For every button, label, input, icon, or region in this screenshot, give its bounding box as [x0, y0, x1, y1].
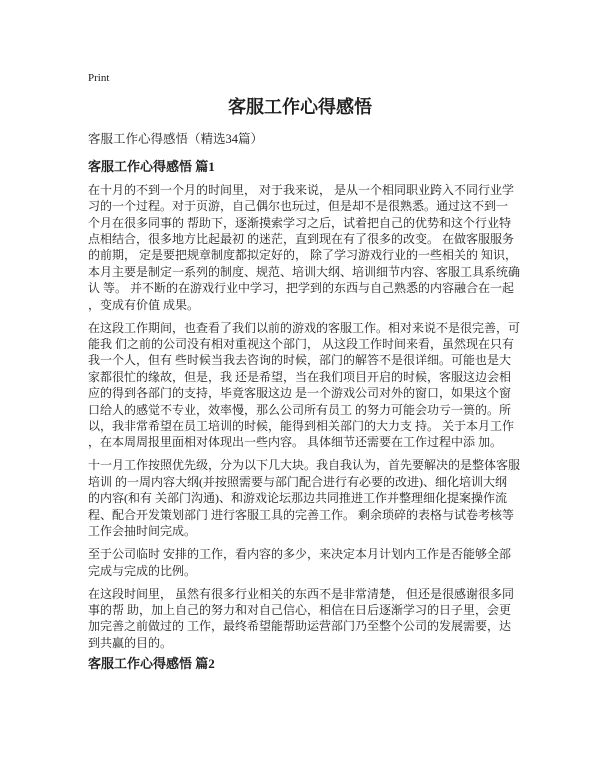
document-subtitle: 客服工作心得感悟（精选34篇）: [88, 132, 264, 146]
paragraph-line: 事的帮 助，加上自己的努力和对自己信心，相信在日后逐渐学习的日子里，会更: [88, 602, 512, 617]
paragraph-line: 本月主要是制定一系列的制度、规范、培训大纲、培训细节内容、客服工具系统确: [88, 264, 521, 279]
paragraph-line: 的前期， 定是要把规章制度都拟定好的， 除了学习游戏行业的一些相关的 知识，: [88, 248, 518, 263]
paragraph-line: 十一月工作按照优先级，分为以下几大块。我自我认为，首先要解决的是整体客服: [88, 458, 521, 473]
paragraph-line: 到共赢的目的。: [88, 635, 173, 650]
paragraph-line: 家都很忙的缘故，但是，我 还是希望，当在我们项目开启的时候，客服这边会相: [88, 369, 512, 384]
article-body: [88, 182, 568, 672]
paragraph: [88, 546, 568, 579]
paragraph: [88, 586, 568, 652]
paragraph-line: 能我 们之前的公司没有相对重视这个部门， 从这段工作时间来看，虽然现在只有: [88, 337, 515, 352]
paragraph-line: 以，我非常希望在员工培训的时候，能得到相关部门的大力支 持。 关于本月工作: [88, 419, 515, 434]
paragraph: [88, 320, 568, 451]
paragraph-line: 个月在很多同事的 帮助下，逐渐摸索学习之后，试着把自己的优势和这个行业特: [88, 215, 512, 230]
paragraph-line: 认 等。 并不断的在游戏行业中学习，把学到的东西与自己熟悉的内容融合在一起: [88, 281, 515, 296]
paragraph-line: 应的得到各部门的支持，毕竟客服这边 是一个游戏公司对外的窗口，如果这个窗: [88, 386, 512, 401]
paragraph-line: 口给人的感觉不专业，效率慢，那么公司所有员工 的努力可能会功亏一篑的。所: [88, 402, 512, 417]
paragraph-line: 在十月的不到一个月的时间里， 对于我来说， 是从一个相同职业跨入不同行业学: [88, 182, 515, 197]
paragraph: [88, 457, 568, 539]
paragraph: [88, 182, 568, 313]
paragraph-line: 在这段时间里， 虽然有很多行业相关的东西不是非常清楚， 但还是很感谢很多同: [88, 586, 515, 601]
paragraph-line: 完成与完成的比例。: [88, 563, 197, 578]
paragraph-line: 我一个人，但有 些时候当我去咨询的时候，部门的解答不是很详细。可能也是大: [88, 353, 512, 368]
paragraph-line: 加完善之前做过的 工作，最终希望能帮助运营部门乃至整个公司的发展需要，达: [88, 619, 512, 634]
print-label: Print: [88, 72, 110, 84]
section-heading: 客服工作心得感悟 篇2: [88, 656, 215, 672]
paragraph-line: 的内容(和有 关部门沟通)、和游戏论坛那边共同推进工作并整理细化提案操作流: [88, 491, 507, 506]
paragraph-line: 习的一个过程。对于页游，自己偶尔也玩过，但是却不是很熟悉。通过这不到一: [88, 199, 509, 214]
section-heading: 客服工作心得感悟 篇1: [88, 159, 215, 174]
document-title: 客服工作心得感悟: [228, 97, 372, 117]
paragraph-line: 在这段工作期间，也查看了我们以前的游戏的客服工作。相对来说不是很完善，可: [88, 320, 521, 335]
paragraph-line: 点相结合，很多地方比起最初 的迷茫，直到现在有了很多的改变。 在做客服服务: [88, 232, 515, 247]
paragraph-line: 至于公司临时 安排的工作，看内容的多少，来决定本月计划内工作是否能够全部: [88, 547, 512, 562]
paragraph-line: 工作会抽时间完成。: [88, 524, 197, 539]
paragraph-line: 程、配合开发策划部门 进行客服工具的完善工作。 剩余琐碎的表格与试卷考核等: [88, 507, 515, 522]
paragraph-line: ，变成有价值 成果。: [88, 297, 200, 312]
paragraph-line: ，在本周周报里面相对体现出一些内容。 具体细节还需要在工作过程中添 加。: [88, 435, 503, 450]
paragraph-line: 培训 的一周内容大纲(并按照需要与部门配合进行有必要的改进)、细化培训大纲: [88, 474, 507, 489]
